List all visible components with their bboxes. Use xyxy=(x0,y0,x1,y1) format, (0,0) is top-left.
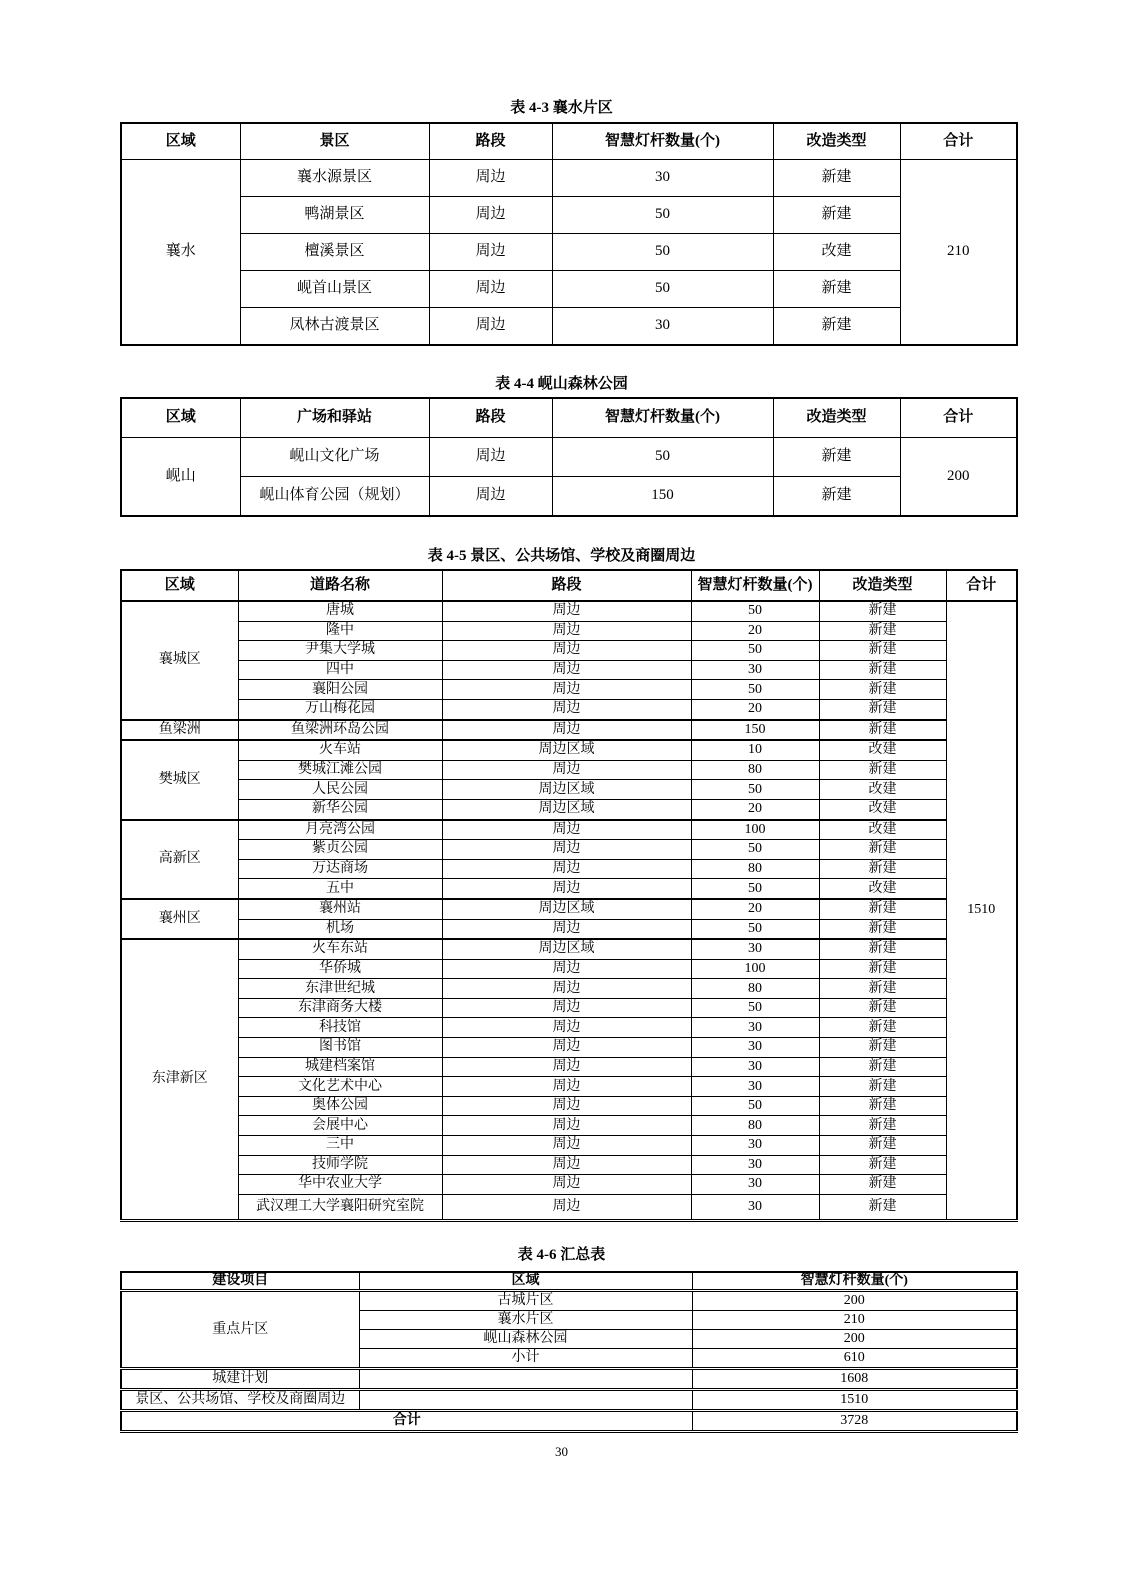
count-cell: 30 xyxy=(552,160,773,197)
count-cell: 50 xyxy=(552,438,773,477)
count-cell: 30 xyxy=(691,1155,819,1175)
table-row xyxy=(121,859,1017,879)
name-cell: 万山梅花园 xyxy=(238,699,442,719)
region-cell: 古城片区 xyxy=(359,1291,692,1311)
segment-cell: 周边 xyxy=(442,879,691,899)
column-header-build-type: 改造类型 xyxy=(819,570,946,601)
segment-cell: 周边 xyxy=(429,438,552,477)
name-cell: 四中 xyxy=(238,660,442,680)
count-cell: 50 xyxy=(691,641,819,661)
name-cell: 檀溪景区 xyxy=(240,234,429,271)
type-cell: 改建 xyxy=(819,879,946,899)
table-4-3-title: 表 4-3 襄水片区 xyxy=(510,100,613,116)
table-4-5-body xyxy=(121,601,1017,1220)
column-header-pole-count: 智慧灯杆数量(个) xyxy=(692,1272,1017,1291)
segment-cell: 周边 xyxy=(442,1116,691,1136)
name-cell: 会展中心 xyxy=(238,1116,442,1136)
name-cell: 岘山体育公园（规划） xyxy=(240,477,429,517)
segment-cell: 周边 xyxy=(442,979,691,999)
segment-cell: 周边 xyxy=(442,660,691,680)
segment-cell: 周边 xyxy=(442,1077,691,1097)
segment-cell: 周边 xyxy=(429,234,552,271)
count-cell: 50 xyxy=(691,780,819,800)
segment-cell: 周边 xyxy=(429,160,552,197)
count-cell: 30 xyxy=(691,1038,819,1058)
type-cell: 新建 xyxy=(773,271,900,308)
count-cell: 200 xyxy=(692,1330,1017,1349)
count-cell: 50 xyxy=(552,197,773,234)
type-cell: 新建 xyxy=(819,660,946,680)
total-cell: 1510 xyxy=(946,601,1017,1220)
name-cell: 东津商务大楼 xyxy=(238,998,442,1018)
count-cell: 30 xyxy=(691,1175,819,1195)
type-cell: 新建 xyxy=(819,840,946,860)
region-cell: 高新区 xyxy=(121,820,238,899)
type-cell: 新建 xyxy=(819,720,946,741)
name-cell: 岘山文化广场 xyxy=(240,438,429,477)
table-4-6-title: 表 4-6 汇总表 xyxy=(517,1247,606,1263)
table-row xyxy=(121,621,1017,641)
type-cell: 新建 xyxy=(819,601,946,621)
type-cell: 新建 xyxy=(819,919,946,939)
table-4-6 xyxy=(120,1271,1018,1433)
name-cell: 襄阳公园 xyxy=(238,680,442,700)
type-cell: 新建 xyxy=(819,760,946,780)
count-cell: 20 xyxy=(691,621,819,641)
segment-cell: 周边 xyxy=(429,197,552,234)
segment-cell: 周边 xyxy=(442,1096,691,1116)
name-cell: 火车东站 xyxy=(238,939,442,959)
type-cell: 新建 xyxy=(819,1018,946,1038)
name-cell: 武汉理工大学襄阳研究室院 xyxy=(238,1194,442,1220)
segment-cell: 周边 xyxy=(442,601,691,621)
column-header-region: 区域 xyxy=(359,1272,692,1291)
count-cell: 50 xyxy=(691,601,819,621)
type-cell: 新建 xyxy=(773,477,900,517)
segment-cell: 周边 xyxy=(442,720,691,741)
type-cell: 新建 xyxy=(819,621,946,641)
count-cell: 50 xyxy=(691,998,819,1018)
region-cell xyxy=(359,1369,692,1390)
table-4-4 xyxy=(120,397,1018,517)
segment-cell: 周边 xyxy=(442,1136,691,1156)
type-cell: 改建 xyxy=(819,780,946,800)
total-cell: 210 xyxy=(900,160,1017,346)
type-cell: 新建 xyxy=(819,939,946,959)
type-cell: 新建 xyxy=(819,979,946,999)
table-4-5-title: 表 4-5 景区、公共场馆、学校及商圈周边 xyxy=(427,548,696,564)
header-row xyxy=(121,123,1017,160)
name-cell: 万达商场 xyxy=(238,859,442,879)
table-row xyxy=(121,660,1017,680)
column-header-total: 合计 xyxy=(900,398,1017,438)
table-4-4-body xyxy=(121,438,1017,517)
table-row xyxy=(121,160,1017,197)
region-cell: 小计 xyxy=(359,1349,692,1369)
type-cell: 新建 xyxy=(819,1096,946,1116)
table-row xyxy=(121,1175,1017,1195)
table-4-3 xyxy=(120,122,1018,346)
type-cell: 新建 xyxy=(773,308,900,346)
table-row xyxy=(121,720,1017,741)
count-cell: 30 xyxy=(552,308,773,346)
name-cell: 技师学院 xyxy=(238,1155,442,1175)
segment-cell: 周边 xyxy=(442,1038,691,1058)
name-cell: 人民公园 xyxy=(238,780,442,800)
column-header-segment: 路段 xyxy=(429,398,552,438)
count-cell: 1608 xyxy=(692,1369,1017,1390)
name-cell: 隆中 xyxy=(238,621,442,641)
type-cell: 改建 xyxy=(819,799,946,819)
grand-total-value: 3728 xyxy=(692,1411,1017,1432)
count-cell: 30 xyxy=(691,1136,819,1156)
count-cell: 80 xyxy=(691,1116,819,1136)
segment-cell: 周边区域 xyxy=(442,740,691,760)
segment-cell: 周边 xyxy=(442,820,691,840)
table-row xyxy=(121,1018,1017,1038)
table-row xyxy=(121,899,1017,919)
column-header-road-name: 道路名称 xyxy=(238,570,442,601)
region-cell: 岘山森林公园 xyxy=(359,1330,692,1349)
count-cell: 30 xyxy=(691,660,819,680)
type-cell: 改建 xyxy=(819,740,946,760)
segment-cell: 周边区域 xyxy=(442,799,691,819)
region-cell: 鱼梁洲 xyxy=(121,720,238,741)
segment-cell: 周边 xyxy=(442,840,691,860)
table-row xyxy=(121,1411,1017,1432)
type-cell: 新建 xyxy=(819,899,946,919)
count-cell: 80 xyxy=(691,979,819,999)
column-header-project: 建设项目 xyxy=(121,1272,359,1291)
table-row xyxy=(121,641,1017,661)
column-header-pole-count: 智慧灯杆数量(个) xyxy=(691,570,819,601)
name-cell: 机场 xyxy=(238,919,442,939)
segment-cell: 周边 xyxy=(442,859,691,879)
count-cell: 10 xyxy=(691,740,819,760)
segment-cell: 周边 xyxy=(442,1175,691,1195)
segment-cell: 周边区域 xyxy=(442,899,691,919)
type-cell: 新建 xyxy=(819,1194,946,1220)
table-row xyxy=(121,919,1017,939)
table-row xyxy=(121,1194,1017,1220)
table-row xyxy=(121,780,1017,800)
segment-cell: 周边 xyxy=(442,1194,691,1220)
type-cell: 新建 xyxy=(773,197,900,234)
table-row xyxy=(121,308,1017,346)
table-row xyxy=(121,1096,1017,1116)
count-cell: 610 xyxy=(692,1349,1017,1369)
count-cell: 20 xyxy=(691,899,819,919)
table-4-4-header xyxy=(121,398,1017,438)
count-cell: 50 xyxy=(691,879,819,899)
table-row xyxy=(121,1136,1017,1156)
table-row xyxy=(121,979,1017,999)
grand-total-label: 合计 xyxy=(121,1411,692,1432)
type-cell: 新建 xyxy=(819,1038,946,1058)
type-cell: 新建 xyxy=(819,998,946,1018)
table-row xyxy=(121,740,1017,760)
segment-cell: 周边 xyxy=(429,271,552,308)
count-cell: 210 xyxy=(692,1311,1017,1330)
column-header-region: 区域 xyxy=(121,398,240,438)
table-row xyxy=(121,1369,1017,1390)
name-cell: 奥体公园 xyxy=(238,1096,442,1116)
table-row xyxy=(121,1116,1017,1136)
count-cell: 30 xyxy=(691,1194,819,1220)
segment-cell: 周边 xyxy=(442,641,691,661)
name-cell: 科技馆 xyxy=(238,1018,442,1038)
count-cell: 150 xyxy=(552,477,773,517)
count-cell: 50 xyxy=(691,919,819,939)
segment-cell: 周边区域 xyxy=(442,780,691,800)
name-cell: 火车站 xyxy=(238,740,442,760)
column-header-segment: 路段 xyxy=(442,570,691,601)
table-row xyxy=(121,1390,1017,1411)
type-cell: 新建 xyxy=(773,160,900,197)
name-cell: 凤林古渡景区 xyxy=(240,308,429,346)
count-cell: 50 xyxy=(691,840,819,860)
region-cell: 东津新区 xyxy=(121,939,238,1220)
type-cell: 新建 xyxy=(773,438,900,477)
type-cell: 新建 xyxy=(819,1155,946,1175)
type-cell: 新建 xyxy=(819,859,946,879)
segment-cell: 周边 xyxy=(429,477,552,517)
table-row xyxy=(121,477,1017,517)
region-cell: 襄城区 xyxy=(121,601,238,720)
type-cell: 新建 xyxy=(819,1057,946,1077)
segment-cell: 周边 xyxy=(429,308,552,346)
name-cell: 城建档案馆 xyxy=(238,1057,442,1077)
type-cell: 新建 xyxy=(819,1116,946,1136)
type-cell: 新建 xyxy=(819,680,946,700)
segment-cell: 周边 xyxy=(442,1155,691,1175)
segment-cell: 周边 xyxy=(442,621,691,641)
type-cell: 改建 xyxy=(819,820,946,840)
count-cell: 20 xyxy=(691,799,819,819)
project-cell: 城建计划 xyxy=(121,1369,359,1390)
count-cell: 50 xyxy=(691,1096,819,1116)
count-cell: 100 xyxy=(691,959,819,979)
region-cell: 襄水片区 xyxy=(359,1311,692,1330)
table-row xyxy=(121,1057,1017,1077)
region-cell: 岘山 xyxy=(121,438,240,517)
table-row xyxy=(121,1155,1017,1175)
count-cell: 50 xyxy=(552,271,773,308)
column-header-scenic-area: 景区 xyxy=(240,123,429,160)
table-4-6-body xyxy=(121,1291,1017,1432)
table-row xyxy=(121,998,1017,1018)
header-row xyxy=(121,570,1017,601)
segment-cell: 周边区域 xyxy=(442,939,691,959)
name-cell: 襄州站 xyxy=(238,899,442,919)
name-cell: 五中 xyxy=(238,879,442,899)
column-header-build-type: 改造类型 xyxy=(773,123,900,160)
type-cell: 新建 xyxy=(819,1136,946,1156)
table-row xyxy=(121,1077,1017,1097)
table-row xyxy=(121,799,1017,819)
segment-cell: 周边 xyxy=(442,1018,691,1038)
table-row xyxy=(121,699,1017,719)
region-cell: 樊城区 xyxy=(121,740,238,819)
table-row xyxy=(121,1038,1017,1058)
table-row xyxy=(121,197,1017,234)
column-header-build-type: 改造类型 xyxy=(773,398,900,438)
type-cell: 新建 xyxy=(819,641,946,661)
page-number: 30 xyxy=(555,1444,568,1459)
segment-cell: 周边 xyxy=(442,998,691,1018)
segment-cell: 周边 xyxy=(442,1057,691,1077)
count-cell: 150 xyxy=(691,720,819,741)
table-row xyxy=(121,959,1017,979)
column-header-region: 区域 xyxy=(121,123,240,160)
table-row xyxy=(121,939,1017,959)
column-header-total: 合计 xyxy=(946,570,1017,601)
count-cell: 30 xyxy=(691,1018,819,1038)
table-4-6-header xyxy=(121,1272,1017,1291)
name-cell: 图书馆 xyxy=(238,1038,442,1058)
header-row xyxy=(121,398,1017,438)
name-cell: 唐城 xyxy=(238,601,442,621)
table-row xyxy=(121,601,1017,621)
name-cell: 三中 xyxy=(238,1136,442,1156)
count-cell: 80 xyxy=(691,760,819,780)
column-header-segment: 路段 xyxy=(429,123,552,160)
count-cell: 50 xyxy=(691,680,819,700)
column-header-plaza-station: 广场和驿站 xyxy=(240,398,429,438)
segment-cell: 周边 xyxy=(442,959,691,979)
region-cell: 襄州区 xyxy=(121,899,238,939)
table-4-3-header xyxy=(121,123,1017,160)
name-cell: 鸭湖景区 xyxy=(240,197,429,234)
count-cell: 200 xyxy=(692,1291,1017,1311)
count-cell: 30 xyxy=(691,1057,819,1077)
count-cell: 30 xyxy=(691,939,819,959)
column-header-pole-count: 智慧灯杆数量(个) xyxy=(552,398,773,438)
table-4-5 xyxy=(120,569,1018,1222)
table-4-3-body xyxy=(121,160,1017,346)
column-header-region: 区域 xyxy=(121,570,238,601)
type-cell: 新建 xyxy=(819,1077,946,1097)
column-header-total: 合计 xyxy=(900,123,1017,160)
table-row xyxy=(121,680,1017,700)
count-cell: 80 xyxy=(691,859,819,879)
segment-cell: 周边 xyxy=(442,699,691,719)
type-cell: 新建 xyxy=(819,1175,946,1195)
project-cell: 重点片区 xyxy=(121,1291,359,1369)
name-cell: 东津世纪城 xyxy=(238,979,442,999)
table-4-5-header xyxy=(121,570,1017,601)
name-cell: 岘首山景区 xyxy=(240,271,429,308)
segment-cell: 周边 xyxy=(442,760,691,780)
table-row xyxy=(121,271,1017,308)
total-cell: 200 xyxy=(900,438,1017,517)
name-cell: 襄水源景区 xyxy=(240,160,429,197)
name-cell: 尹集大学城 xyxy=(238,641,442,661)
name-cell: 月亮湾公园 xyxy=(238,820,442,840)
count-cell: 20 xyxy=(691,699,819,719)
type-cell: 改建 xyxy=(773,234,900,271)
name-cell: 紫贞公园 xyxy=(238,840,442,860)
column-header-pole-count: 智慧灯杆数量(个) xyxy=(552,123,773,160)
name-cell: 鱼梁洲环岛公园 xyxy=(238,720,442,741)
name-cell: 华中农业大学 xyxy=(238,1175,442,1195)
segment-cell: 周边 xyxy=(442,919,691,939)
count-cell: 50 xyxy=(552,234,773,271)
count-cell: 1510 xyxy=(692,1390,1017,1411)
count-cell: 30 xyxy=(691,1077,819,1097)
table-row xyxy=(121,1291,1017,1311)
region-cell: 襄水 xyxy=(121,160,240,346)
name-cell: 文化艺术中心 xyxy=(238,1077,442,1097)
name-cell: 新华公园 xyxy=(238,799,442,819)
name-cell: 华侨城 xyxy=(238,959,442,979)
table-row xyxy=(121,760,1017,780)
type-cell: 新建 xyxy=(819,699,946,719)
project-cell: 景区、公共场馆、学校及商圈周边 xyxy=(121,1390,359,1411)
table-row xyxy=(121,438,1017,477)
segment-cell: 周边 xyxy=(442,680,691,700)
header-row xyxy=(121,1272,1017,1291)
name-cell: 樊城江滩公园 xyxy=(238,760,442,780)
count-cell: 100 xyxy=(691,820,819,840)
table-row xyxy=(121,840,1017,860)
table-row xyxy=(121,879,1017,899)
table-row xyxy=(121,234,1017,271)
table-4-4-title: 表 4-4 岘山森林公园 xyxy=(495,376,628,392)
region-cell xyxy=(359,1390,692,1411)
type-cell: 新建 xyxy=(819,959,946,979)
table-row xyxy=(121,820,1017,840)
